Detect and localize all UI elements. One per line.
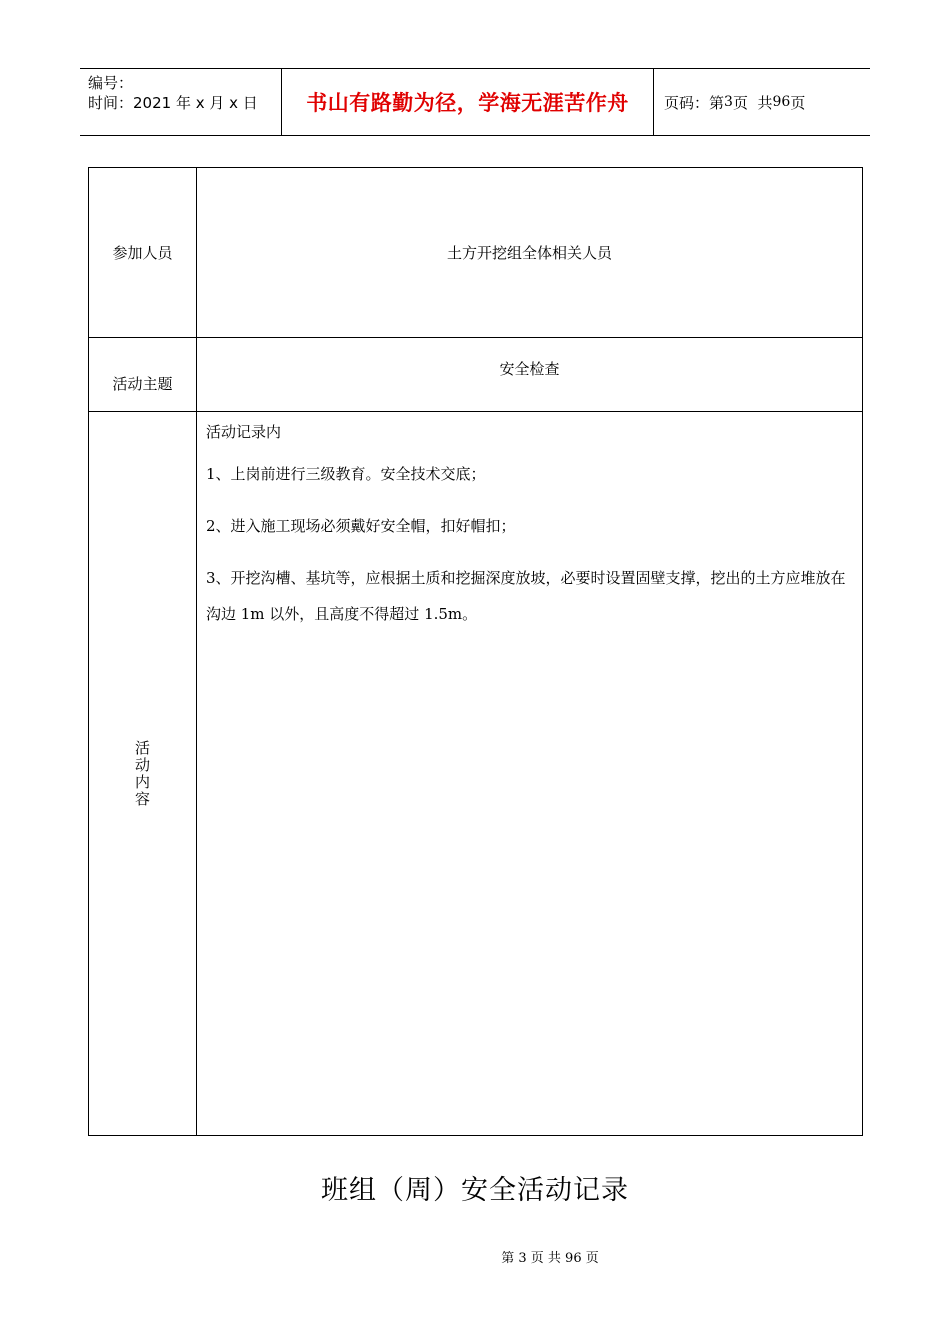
theme-value: 安全检查 <box>499 359 560 378</box>
activity-content <box>206 418 854 648</box>
page-current: 3 <box>724 94 733 110</box>
number-label: 编号： <box>88 74 134 92</box>
page-footer: 第 3 页 共 96 页 <box>501 1251 599 1266</box>
page-suffix: 页 <box>790 93 806 112</box>
content-label-char: 动 <box>134 756 150 774</box>
page-prefix: 页码：第 <box>664 93 725 112</box>
content-label-char: 内 <box>134 773 150 791</box>
content-item: 1、上岗前进行三级教育。安全技术交底； <box>206 465 486 483</box>
content-item: 3、开挖沟槽、基坑等，应根据土质和挖掘深度放坡，必要时设置固壁支撑，挖出的土方应堆放在沟边 1m 以外，且高度不得超过 1.5m。 <box>206 569 846 623</box>
content-item: 2、进入施工现场必须戴好安全帽，扣好帽扣； <box>206 517 516 535</box>
page-mid: 页 共 <box>732 93 773 112</box>
theme-label: 活动主题 <box>112 375 173 393</box>
content-label-char: 容 <box>134 790 150 808</box>
motto: 书山有路勤为径，学海无涯苦作舟 <box>282 69 654 135</box>
participants-value: 土方开挖组全体相关人员 <box>446 244 612 262</box>
table-row-divider <box>89 411 862 412</box>
activity-table <box>88 167 863 1136</box>
page-header <box>80 68 870 136</box>
record-title: 活动记录内 <box>206 423 282 441</box>
time-label: 时间：2021 年 x 月 x 日 <box>88 94 258 112</box>
header-meta <box>80 69 282 135</box>
participants-label: 参加人员 <box>112 244 173 262</box>
content-label-char: 活 <box>134 739 150 757</box>
header-page-number <box>654 69 870 135</box>
page-total: 96 <box>772 94 791 110</box>
document-title: 班组（周）安全活动记录 <box>321 1175 629 1206</box>
content-label <box>89 412 196 1136</box>
